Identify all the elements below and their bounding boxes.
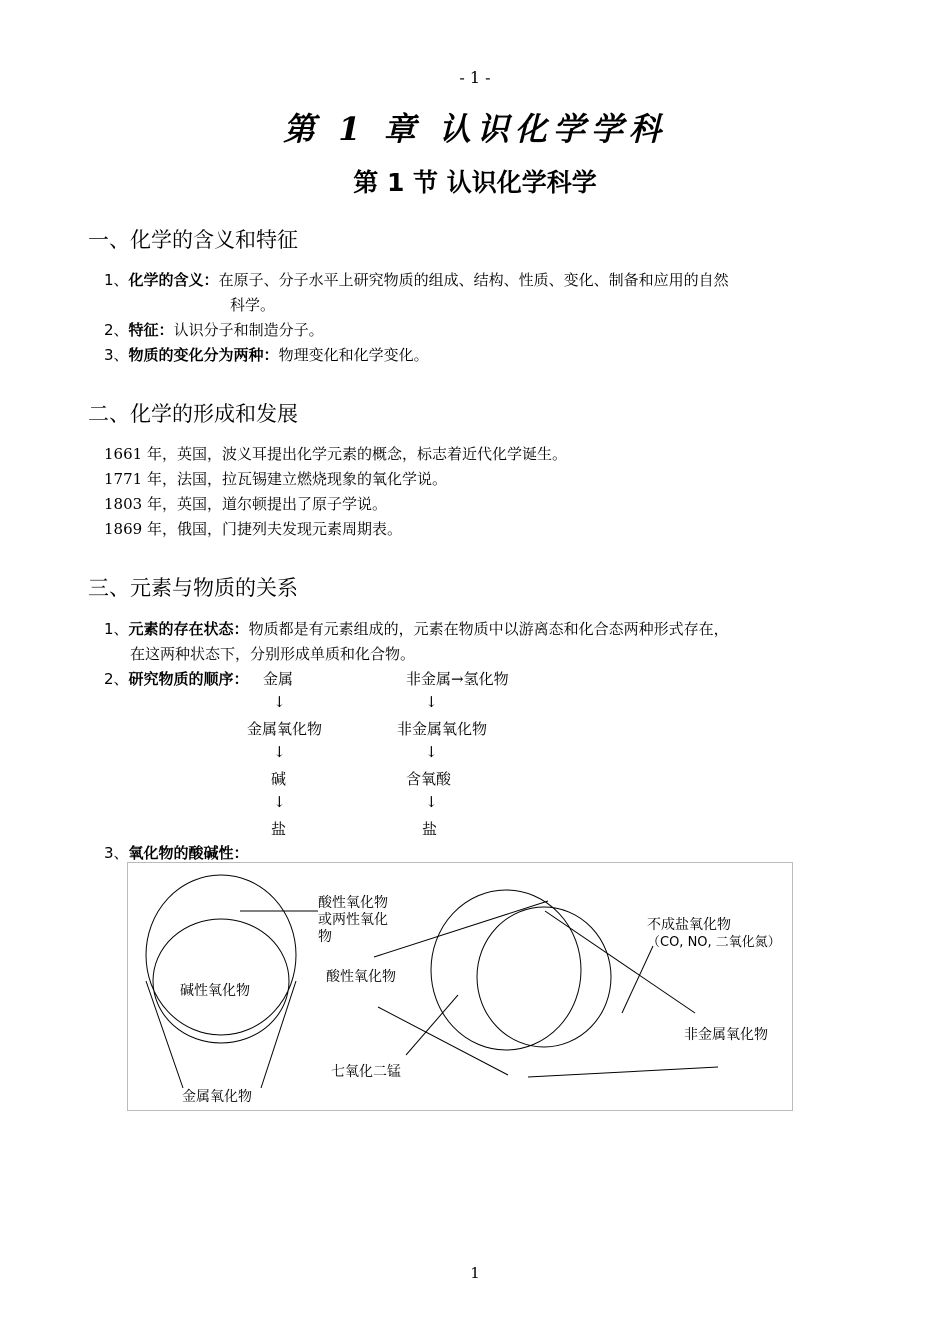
page-marker: - 1 -: [459, 68, 491, 87]
label-mn2o7: 七氧化二锰: [331, 1064, 401, 1080]
history-line: 1771 年，法国，拉瓦锡建立燃烧现象的氧化学说。: [104, 470, 447, 488]
left-chain-3: 盐: [271, 820, 287, 838]
item-number: 1、: [104, 271, 129, 289]
item-text: 在原子、分子水平上研究物质的组成、结构、性质、变化、制备和应用的自然: [218, 271, 729, 289]
heading-part3: 三、元素与物质的关系: [88, 576, 298, 600]
item-number: 3、: [104, 844, 129, 862]
part3-item2: [104, 668, 249, 689]
item-label: 氧化物的酸碱性：: [128, 844, 249, 862]
part1-item1-cont: 科学。: [230, 296, 276, 314]
down-arrow: ↓: [425, 743, 438, 761]
part3-item1-cont: 在这两种状态下，分别形成单质和化合物。: [130, 645, 416, 663]
item-text: 物理变化和化学变化。: [278, 346, 429, 364]
left-chain-0: 金属: [263, 670, 294, 688]
item-label: 化学的含义：: [128, 271, 219, 289]
down-arrow: ↓: [425, 693, 438, 711]
hanger-line-right: [261, 981, 296, 1088]
right-chain-3: 盐: [422, 820, 438, 838]
tangent-right-lower: [528, 1067, 718, 1077]
history-line: 1661 年，英国，波义耳提出化学元素的概念，标志着近代化学诞生。: [104, 445, 567, 463]
item-label: 元素的存在状态：: [128, 620, 249, 638]
part3-item3: [104, 842, 249, 863]
page-number: 1: [470, 1264, 480, 1282]
outer-circle-left: [146, 875, 296, 1035]
history-line: 1803 年，英国，道尔顿提出了原子学说。: [104, 495, 387, 513]
left-chain-2: 碱: [271, 770, 287, 788]
down-arrow: ↓: [273, 793, 286, 811]
label-nonmetal-oxide: 非金属氧化物: [684, 1027, 768, 1043]
item-text: 物质都是有元素组成的，元素在物质中以游离态和化合态两种形式存在，: [248, 620, 729, 638]
label-acidic-oxide: 酸性氧化物: [326, 969, 396, 985]
right-chain-2: 含氧酸: [406, 770, 452, 788]
down-arrow: ↓: [273, 743, 286, 761]
item-label: 特征：: [128, 321, 174, 339]
down-arrow: ↓: [425, 793, 438, 811]
item-number: 3、: [104, 346, 129, 364]
part1-item2: [104, 319, 324, 340]
right-chain-0: 非金属→氢化物: [406, 670, 509, 688]
part1-item1: [104, 269, 729, 290]
oxide-diagram: [127, 862, 793, 1111]
circle-nonmetal: [477, 907, 611, 1047]
pointer-mn2o7: [406, 995, 458, 1055]
heading-part2: 二、化学的形成和发展: [88, 402, 298, 426]
down-arrow: ↓: [273, 693, 286, 711]
label-metal-oxide: 金属氧化物: [182, 1089, 252, 1105]
hanger-line-left: [146, 981, 183, 1088]
label-basic-oxide: 碱性氧化物: [180, 983, 250, 999]
label-acid-or-amphoteric: 物: [318, 929, 332, 945]
part1-item3: [104, 344, 429, 365]
item-label: 研究物质的顺序：: [128, 670, 249, 688]
heading-part1: 一、化学的含义和特征: [88, 228, 298, 252]
item-text: 认识分子和制造分子。: [173, 321, 324, 339]
part3-item1: [104, 618, 729, 639]
chapter-title: 第 1 章 认识化学学科: [283, 110, 667, 148]
pointer-non-salt: [622, 946, 653, 1013]
left-chain-1: 金属氧化物: [247, 720, 323, 738]
history-line: 1869 年，俄国，门捷列夫发现元素周期表。: [104, 520, 402, 538]
right-chain-1: 非金属氧化物: [397, 720, 488, 738]
item-number: 2、: [104, 321, 129, 339]
label-acid-or-amphoteric: 或两性氧化: [318, 912, 388, 928]
item-number: 1、: [104, 620, 129, 638]
label-non-salt-examples: （CO, NO, 二氧化氮）: [647, 935, 781, 950]
label-non-salt-oxide: 不成盐氧化物: [647, 917, 731, 933]
item-label: 物质的变化分为两种：: [128, 346, 279, 364]
section-title: 第 1 节 认识化学科学: [353, 168, 597, 197]
label-acid-or-amphoteric: 酸性氧化物: [318, 895, 388, 911]
item-number: 2、: [104, 670, 129, 688]
tangent-upper: [374, 901, 548, 957]
